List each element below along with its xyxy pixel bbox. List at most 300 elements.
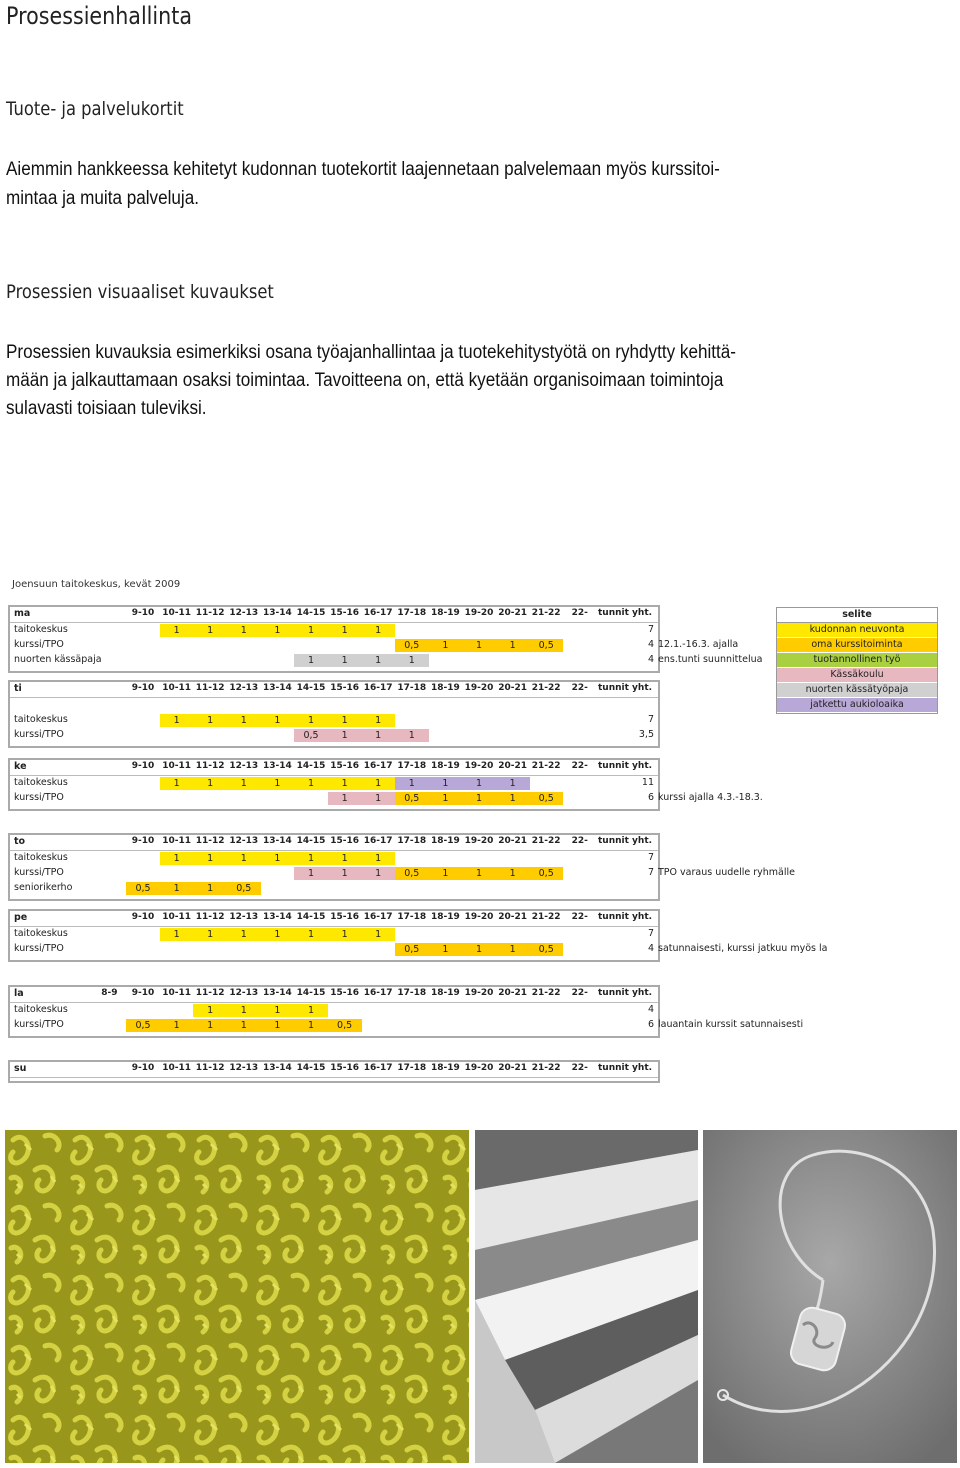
hour-label: 22- [571, 608, 588, 618]
hour-label: 10-11 [162, 836, 191, 846]
schedule-cell [395, 654, 429, 667]
schedule-row [10, 942, 828, 957]
row-label: taitokeskus [14, 624, 68, 635]
hour-label: 13-14 [262, 1063, 292, 1073]
legend-item: nuorten kässätyöpaja [777, 683, 937, 698]
schedule-cell [294, 654, 328, 667]
row-total: 7 [647, 867, 654, 878]
schedule-row [10, 776, 658, 791]
hour-label: 14-15 [296, 761, 326, 771]
cell-value: 1 [307, 655, 315, 666]
hour-label: 16-17 [363, 761, 393, 771]
hour-label: 13-14 [262, 836, 292, 846]
cell-value: 0,5 [303, 730, 319, 741]
hour-label: 21-22 [531, 1063, 561, 1073]
day-block-ke [8, 758, 763, 811]
cell-value: 1 [240, 715, 247, 726]
schedule-cell [361, 928, 395, 941]
cell-value: 1 [240, 853, 247, 864]
schedule-cell [160, 1019, 194, 1032]
hour-label: 12-13 [229, 988, 259, 998]
schedule-cell [160, 624, 194, 637]
cell-value: 0,5 [538, 640, 554, 651]
hour-label: 22- [571, 988, 588, 998]
cell-value: 1 [173, 883, 180, 894]
hour-label: 19-20 [464, 761, 494, 771]
schedule-row [10, 866, 795, 881]
hour-label: 15-16 [330, 912, 359, 922]
page-title: Prosessienhallinta [6, 2, 192, 30]
schedule-row [10, 698, 658, 713]
schedule-cell [395, 792, 429, 805]
row-label: kurssi/TPO [14, 943, 64, 954]
total-hours-label: tunnit yht. [598, 761, 653, 771]
schedule-row [10, 623, 658, 638]
schedule-cell [395, 777, 429, 790]
hour-label: 10-11 [162, 608, 191, 618]
schedule-cell [361, 624, 395, 637]
day-header-row [10, 1062, 658, 1077]
hour-label: 15-16 [330, 1063, 359, 1073]
row-total: 4 [647, 1004, 654, 1015]
hour-label: 20-21 [498, 988, 527, 998]
hour-label: 20-21 [498, 912, 527, 922]
cell-value: 1 [240, 929, 247, 940]
schedule-cell [328, 729, 362, 742]
hour-label: 12-13 [229, 683, 259, 693]
row-total: 4 [647, 654, 654, 665]
cell-value: 1 [274, 778, 281, 789]
hour-label: 9-10 [131, 683, 155, 693]
schedule-cell [126, 1019, 160, 1032]
schedule-cell [496, 943, 530, 956]
text-line: sulavasti toisiaan tuleviksi. [6, 398, 207, 419]
hour-label: 14-15 [296, 683, 326, 693]
schedule-cell [227, 928, 261, 941]
schedule-cell [160, 714, 194, 727]
cell-value: 1 [207, 1005, 214, 1016]
cell-value: 1 [375, 625, 382, 636]
hour-label: 11-12 [195, 912, 225, 922]
cell-value: 1 [375, 730, 382, 741]
schedule-cell [361, 852, 395, 865]
hour-label: 22- [571, 1063, 588, 1073]
schedule-cell [328, 714, 362, 727]
schedule-cell [328, 867, 362, 880]
day-label: to [14, 836, 26, 847]
schedule-cell [361, 654, 395, 667]
cell-value: 1 [173, 1020, 180, 1031]
hour-label: 8-9 [101, 988, 118, 998]
legend-item: jatkettu aukioloaika [777, 698, 937, 713]
hour-label: 12-13 [229, 1063, 259, 1073]
schedule-cell [294, 1019, 328, 1032]
cell-value: 1 [475, 793, 483, 804]
hour-label: 18-19 [430, 608, 460, 618]
hour-label: 10-11 [162, 1063, 191, 1073]
section-text-product-cards [6, 155, 942, 213]
hour-label: 9-10 [131, 912, 155, 922]
hour-label: 17-18 [397, 912, 427, 922]
schedule-cell [160, 882, 194, 895]
row-label: taitokeskus [14, 1004, 68, 1015]
cell-value: 1 [442, 640, 449, 651]
cell-value: 0,5 [538, 868, 554, 879]
schedule-cell [193, 882, 227, 895]
cell-value: 1 [240, 1005, 247, 1016]
cell-value: 1 [341, 793, 348, 804]
hour-label: 9-10 [131, 836, 155, 846]
legend-title: selite [777, 608, 937, 623]
cell-value: 1 [341, 868, 348, 879]
cell-value: 1 [274, 929, 281, 940]
hour-label: 12-13 [229, 608, 259, 618]
schedule-cell [260, 714, 294, 727]
text-line: Aiemmin hankkeessa kehitetyt kudonnan tuotekortit laajennetaan palvelemaan myös kurssitoi- [6, 159, 720, 180]
woven-fabric-photo [5, 1130, 469, 1463]
hour-label: 21-22 [531, 761, 561, 771]
cell-value: 1 [307, 853, 315, 864]
day-header-row [10, 760, 658, 775]
schedule-cell [328, 624, 362, 637]
cell-value: 1 [408, 655, 415, 666]
schedule-title: Joensuun taitokeskus, kevät 2009 [12, 579, 181, 590]
day-block-pe [8, 909, 828, 962]
cell-value: 0,5 [538, 793, 554, 804]
cell-value: 1 [442, 778, 449, 789]
hour-label: 20-21 [498, 836, 527, 846]
hour-label: 18-19 [430, 683, 460, 693]
hour-label: 12-13 [229, 912, 259, 922]
hour-label: 18-19 [430, 988, 460, 998]
hour-label: 14-15 [296, 912, 326, 922]
hour-label: 15-16 [330, 836, 359, 846]
total-hours-label: tunnit yht. [598, 608, 653, 618]
hour-label: 19-20 [464, 1063, 494, 1073]
text-line: mintaa ja muita palveluja. [6, 188, 199, 209]
cell-value: 1 [341, 730, 348, 741]
schedule-cell [260, 1004, 294, 1017]
schedule-cell [294, 852, 328, 865]
section-heading-visual-processes: Prosessien visuaaliset kuvaukset [6, 281, 274, 303]
schedule-cell [428, 777, 462, 790]
cell-value: 1 [274, 715, 281, 726]
cell-value: 1 [375, 655, 382, 666]
legend-item: kudonnan neuvonta [777, 623, 937, 638]
hour-label: 9-10 [131, 761, 155, 771]
cell-value: 1 [307, 715, 315, 726]
hour-label: 21-22 [531, 836, 561, 846]
text-line: Prosessien kuvauksia esimerkiksi osana työajanhallintaa ja tuotekehitystyötä on ryhdytty kehittä- [6, 342, 736, 363]
row-total: 7 [647, 714, 654, 725]
hour-label: 13-14 [262, 761, 292, 771]
day-label: ti [14, 683, 22, 694]
cell-value: 1 [207, 853, 214, 864]
schedule-cell [496, 777, 530, 790]
cell-value: 1 [240, 1020, 247, 1031]
schedule-cell [294, 867, 328, 880]
hour-label: 11-12 [195, 1063, 225, 1073]
cell-value: 1 [509, 868, 516, 879]
cell-value: 1 [173, 715, 180, 726]
schedule-cell [227, 882, 261, 895]
schedule-row [10, 638, 739, 653]
hour-label: 12-13 [229, 761, 259, 771]
row-label: kurssi/TPO [14, 729, 64, 740]
hour-label: 19-20 [464, 836, 494, 846]
row-label: taitokeskus [14, 928, 68, 939]
day-header-row [10, 835, 658, 850]
schedule-row [10, 728, 658, 743]
fabric-image [5, 1130, 469, 1463]
hour-label: 16-17 [363, 608, 393, 618]
cell-value: 1 [509, 778, 516, 789]
row-label: taitokeskus [14, 852, 68, 863]
schedule-cell [328, 852, 362, 865]
cell-value: 1 [375, 868, 382, 879]
cell-value: 1 [240, 625, 247, 636]
hour-label: 13-14 [262, 988, 292, 998]
hour-label: 16-17 [363, 988, 393, 998]
schedule-cell [529, 943, 563, 956]
hour-label: 14-15 [296, 608, 326, 618]
hour-label: 15-16 [330, 683, 359, 693]
cell-value: 0,5 [404, 868, 420, 879]
day-header-row [10, 911, 658, 926]
cell-value: 1 [207, 778, 214, 789]
cell-value: 0,5 [337, 1020, 353, 1031]
hour-label: 19-20 [464, 912, 494, 922]
schedule-cell [462, 639, 496, 652]
row-total: 6 [647, 792, 654, 803]
cell-value: 0,5 [404, 944, 420, 955]
hour-label: 12-13 [229, 836, 259, 846]
schedule-cell [193, 714, 227, 727]
hour-label: 19-20 [464, 988, 494, 998]
schedule-cell [294, 624, 328, 637]
schedule-cell [227, 777, 261, 790]
row-label: taitokeskus [14, 777, 68, 788]
schedule-cell [395, 867, 429, 880]
cell-value: 1 [341, 715, 348, 726]
row-total: 11 [641, 777, 654, 788]
day-block-la [8, 985, 804, 1038]
cell-value: 1 [207, 625, 214, 636]
hour-label: 20-21 [498, 761, 527, 771]
hour-label: 9-10 [131, 988, 155, 998]
schedule-cell [193, 1004, 227, 1017]
hour-label: 14-15 [296, 1063, 326, 1073]
row-total: 4 [647, 943, 654, 954]
total-hours-label: tunnit yht. [598, 836, 653, 846]
schedule-cell [227, 714, 261, 727]
rug-image [475, 1130, 698, 1463]
schedule-cell [294, 777, 328, 790]
schedule-row [10, 881, 658, 896]
cell-value: 1 [207, 715, 214, 726]
schedule-cell [227, 624, 261, 637]
cell-value: 1 [307, 1005, 315, 1016]
cell-value: 1 [375, 929, 382, 940]
hour-label: 16-17 [363, 1063, 393, 1073]
hour-label: 15-16 [330, 988, 359, 998]
hour-label: 13-14 [262, 683, 292, 693]
schedule-row [10, 713, 658, 728]
hour-label: 13-14 [262, 608, 292, 618]
cell-value: 1 [173, 778, 180, 789]
row-label: taitokeskus [14, 714, 68, 725]
schedule-cell [428, 943, 462, 956]
schedule-row [10, 653, 763, 668]
total-hours-label: tunnit yht. [598, 912, 653, 922]
cell-value: 1 [207, 883, 214, 894]
hour-label: 9-10 [131, 1063, 155, 1073]
hour-label: 20-21 [498, 608, 527, 618]
cell-value: 0,5 [538, 944, 554, 955]
schedule-cell [361, 729, 395, 742]
schedule-cell [496, 792, 530, 805]
schedule-cell [361, 777, 395, 790]
hour-label: 16-17 [363, 912, 393, 922]
row-label: nuorten kässäpaja [14, 654, 102, 665]
total-hours-label: tunnit yht. [598, 1063, 653, 1073]
schedule-cell [328, 654, 362, 667]
cell-value: 1 [173, 853, 180, 864]
cell-value: 1 [307, 929, 315, 940]
schedule-row [10, 1003, 658, 1018]
hour-label: 22- [571, 912, 588, 922]
day-label: ke [14, 761, 27, 772]
hour-label: 14-15 [296, 988, 326, 998]
cell-value: 0,5 [404, 640, 420, 651]
hour-label: 22- [571, 836, 588, 846]
schedule-cell [428, 867, 462, 880]
schedule-cell [361, 792, 395, 805]
schedule-cell [260, 1019, 294, 1032]
cell-value: 1 [408, 730, 415, 741]
schedule-cell [361, 867, 395, 880]
hour-label: 21-22 [531, 988, 561, 998]
cell-value: 1 [341, 853, 348, 864]
hour-label: 17-18 [397, 683, 427, 693]
row-total: 3,5 [638, 729, 654, 740]
legend-item: oma kurssitoiminta [777, 638, 937, 653]
schedule-cell [496, 867, 530, 880]
hour-label: 18-19 [430, 761, 460, 771]
day-header-row [10, 682, 658, 697]
schedule-cell [260, 777, 294, 790]
schedule-row [10, 851, 658, 866]
schedule-cell [193, 1019, 227, 1032]
schedule-cell [227, 1004, 261, 1017]
hour-label: 11-12 [195, 761, 225, 771]
cell-value: 0,5 [135, 883, 151, 894]
schedule-cell [227, 1019, 261, 1032]
hour-label: 16-17 [363, 836, 393, 846]
hour-label: 11-12 [195, 608, 225, 618]
cell-value: 1 [509, 944, 516, 955]
cell-value: 1 [375, 793, 382, 804]
cell-value: 1 [442, 944, 449, 955]
day-label: pe [14, 912, 28, 923]
schedule-cell [496, 639, 530, 652]
cell-value: 1 [475, 778, 483, 789]
hour-label: 11-12 [195, 988, 225, 998]
cell-value: 1 [307, 1020, 315, 1031]
schedule-cell [160, 777, 194, 790]
hour-label: 10-11 [162, 761, 191, 771]
row-total: 7 [647, 624, 654, 635]
cell-value: 1 [341, 625, 348, 636]
work-schedule-table [8, 575, 943, 1095]
schedule-cell [193, 624, 227, 637]
hour-label: 16-17 [363, 683, 393, 693]
divider [10, 1077, 658, 1078]
schedule-cell [428, 792, 462, 805]
cell-value: 1 [274, 1020, 281, 1031]
schedule-cell [462, 777, 496, 790]
hour-label: 18-19 [430, 1063, 460, 1073]
hour-label: 17-18 [397, 988, 427, 998]
hour-label: 17-18 [397, 1063, 427, 1073]
hour-label: 22- [571, 761, 588, 771]
legend-items [777, 623, 937, 713]
schedule-row [10, 927, 658, 942]
cell-value: 1 [375, 778, 382, 789]
schedule-cell [361, 714, 395, 727]
schedule-cell [193, 928, 227, 941]
row-label: kurssi/TPO [14, 867, 64, 878]
cell-value: 1 [442, 793, 449, 804]
cell-value: 1 [274, 625, 281, 636]
cell-value: 1 [307, 868, 315, 879]
schedule-cell [160, 928, 194, 941]
schedule-cell [529, 792, 563, 805]
hour-label: 22- [571, 683, 588, 693]
cell-value: 1 [509, 640, 516, 651]
row-note: satunnaisesti, kurssi jatkuu myös la [658, 943, 828, 954]
cell-value: 1 [375, 715, 382, 726]
shaggy-rug-photo [475, 1130, 698, 1463]
schedule-cell [462, 792, 496, 805]
hour-label: 11-12 [195, 836, 225, 846]
cell-value: 1 [341, 655, 348, 666]
cell-value: 0,5 [404, 793, 420, 804]
schedule-cell [294, 928, 328, 941]
hour-label: 17-18 [397, 761, 427, 771]
hour-label: 21-22 [531, 683, 561, 693]
hour-label: 15-16 [330, 761, 359, 771]
hour-label: 14-15 [296, 836, 326, 846]
row-label: kurssi/TPO [14, 1019, 64, 1030]
row-note: lauantain kurssit satunnaisesti [658, 1019, 804, 1030]
schedule-cell [328, 792, 362, 805]
cell-value: 1 [341, 929, 348, 940]
schedule-cell [328, 777, 362, 790]
section-text-visual-processes [6, 339, 942, 423]
schedule-cell [328, 1019, 362, 1032]
schedule-cell [294, 714, 328, 727]
cell-value: 1 [475, 640, 483, 651]
hour-label: 15-16 [330, 608, 359, 618]
schedule-cell [260, 624, 294, 637]
hour-label: 9-10 [131, 608, 155, 618]
row-total: 4 [647, 639, 654, 650]
cell-value: 0,5 [135, 1020, 151, 1031]
day-label: la [14, 988, 24, 999]
schedule-cell [260, 928, 294, 941]
day-block-su [8, 1060, 660, 1083]
